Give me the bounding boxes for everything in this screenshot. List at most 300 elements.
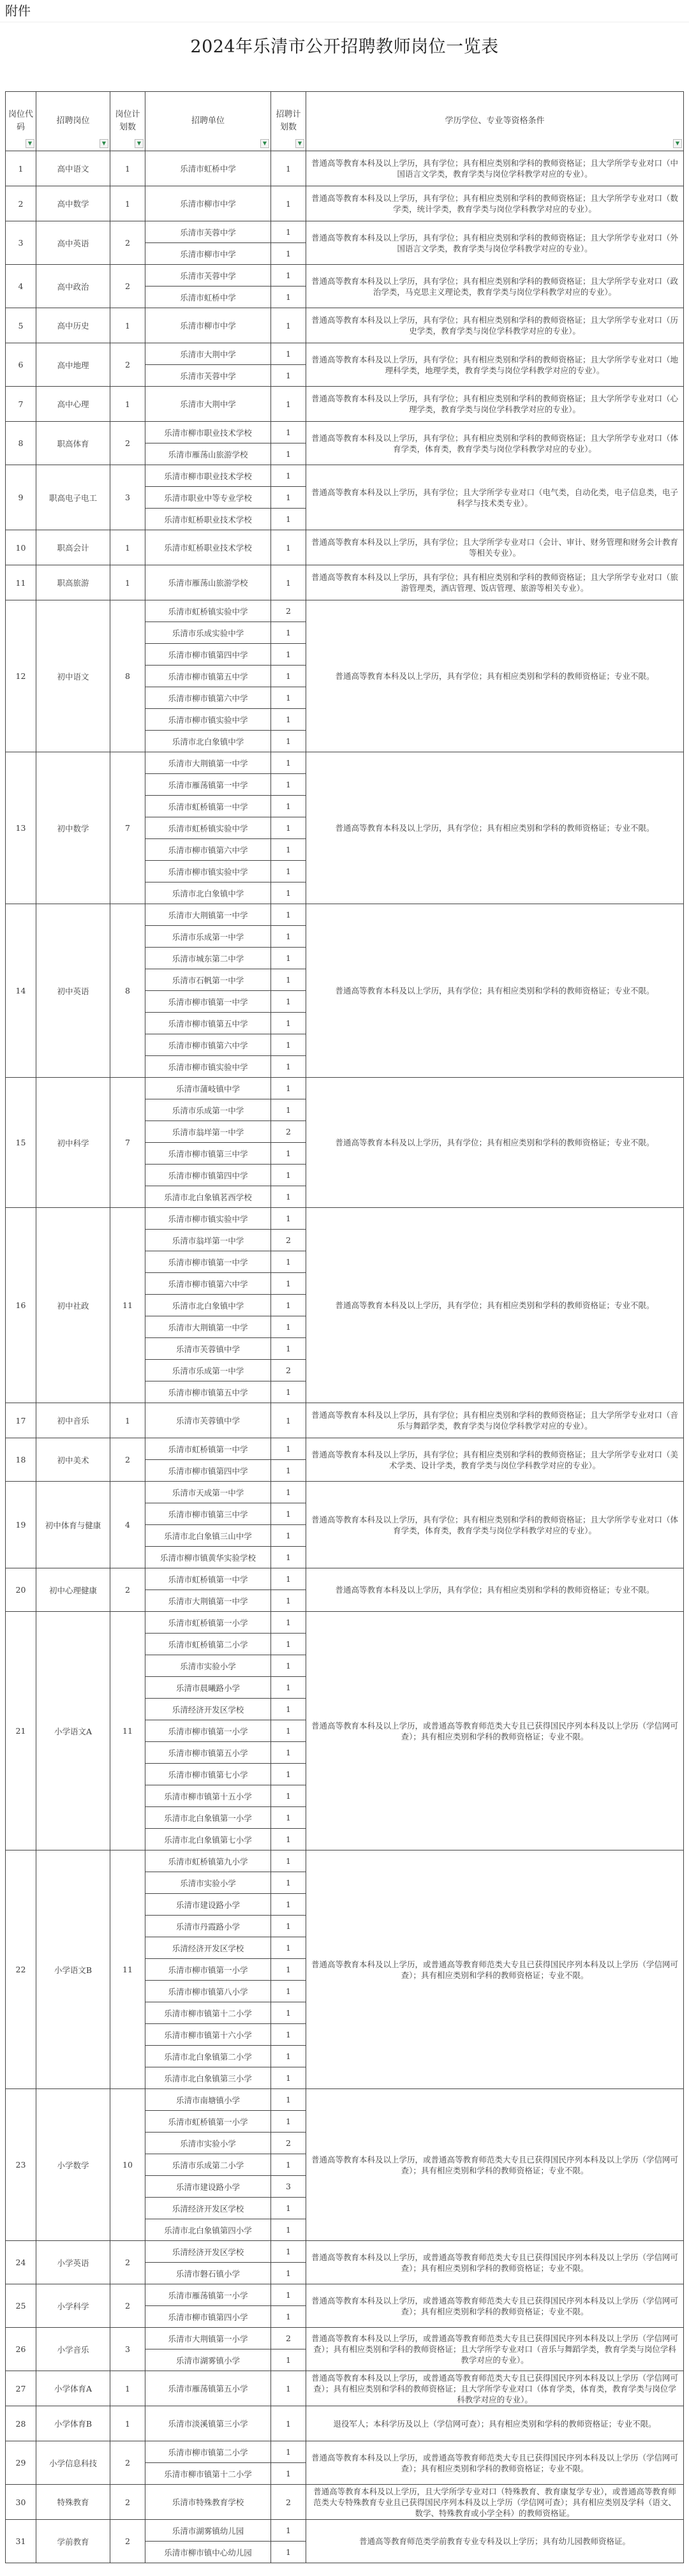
position-plan-count: 2 (110, 221, 145, 265)
table-row (6, 2284, 684, 2306)
position-name: 初中社政 (36, 1208, 110, 1403)
position-name: 小学音乐 (36, 2328, 110, 2371)
unit-plan-count: 3 (271, 2176, 306, 2198)
unit-plan-count: 1 (271, 1525, 306, 1547)
table-row (6, 2241, 684, 2263)
unit-plan-count: 1 (271, 2349, 306, 2371)
unit-plan-count: 1 (271, 465, 306, 487)
position-plan-count: 2 (110, 1568, 145, 1612)
position-code: 20 (6, 1568, 36, 1612)
position-plan-count: 1 (110, 530, 145, 565)
recruiting-unit: 乐清市芙蓉中学 (145, 221, 271, 243)
recruiting-unit: 乐清市大荆镇第一中学 (145, 752, 271, 774)
recruiting-unit: 乐清市柳市镇第四中学 (145, 1460, 271, 1482)
table-row (6, 2328, 684, 2349)
position-name: 高中数学 (36, 186, 110, 221)
recruiting-unit: 乐清市雁荡镇第一中学 (145, 774, 271, 796)
table-row (6, 1482, 684, 1503)
unit-plan-count: 1 (271, 1078, 306, 1099)
qualification-requirements: 普通高等教育本科及以上学历，或普通高等教育师范类大专且已获得国民序列本科及以上学历（学信网可查）；具有相应类别和学科的教师资格证；专业不限。 (306, 1850, 684, 2089)
recruiting-unit: 乐清市柳市镇中心幼儿园 (145, 2542, 271, 2563)
position-code: 31 (6, 2520, 36, 2563)
unit-plan-count: 2 (271, 1121, 306, 1143)
spacer-row (0, 67, 689, 91)
unit-plan-count: 1 (271, 2089, 306, 2111)
qualification-requirements: 普通高等教育本科及以上学历，具有学位；具有相应类别和学科的教师资格证；且大学所学专业对口（中国语言文学类，教育学类与岗位学科教学对应的专业）。 (306, 151, 684, 186)
position-name: 初中体育与健康 (36, 1482, 110, 1568)
recruiting-unit: 乐清市柳市镇第五中学 (145, 1381, 271, 1403)
recruiting-unit: 乐清市柳市镇第十五小学 (145, 1785, 271, 1807)
table-row (6, 343, 684, 365)
position-name: 高中历史 (36, 308, 110, 343)
qualification-requirements: 普通高等教育本科及以上学历，或普通高等教育师范类大专且已获得国民序列本科及以上学历（学信网可查）；具有相应类别和学科的教师资格证；且大学所学专业对口（体育学类，体育类，教育学类与岗位学科教学对应的专业）。 (306, 2371, 684, 2406)
position-plan-count: 1 (110, 387, 145, 422)
unit-plan-count: 1 (271, 1590, 306, 1612)
recruiting-unit: 乐清市雁荡镇第一小学 (145, 2284, 271, 2306)
table-row (6, 387, 684, 422)
recruiting-unit: 乐清市丹霞路小学 (145, 1916, 271, 1937)
position-name: 小学英语 (36, 2241, 110, 2284)
position-plan-count: 2 (110, 2441, 145, 2485)
column-header-unit[interactable]: 招聘单位 ▼ (145, 92, 271, 151)
unit-plan-count: 1 (271, 2241, 306, 2263)
position-name: 职高体育 (36, 422, 110, 465)
recruiting-unit: 乐清市城东第二中学 (145, 948, 271, 969)
position-plan-count: 2 (110, 2485, 145, 2520)
table-row (6, 1612, 684, 1634)
unit-plan-count: 1 (271, 666, 306, 687)
recruiting-unit: 乐清市翁垟第一中学 (145, 1230, 271, 1251)
recruiting-unit: 乐清市虹桥镇第一中学 (145, 796, 271, 817)
recruiting-unit: 乐清市柳市镇第十六小学 (145, 2024, 271, 2046)
unit-plan-count: 1 (271, 509, 306, 530)
qualification-requirements: 普通高等教育本科及以上学历，或普通高等教育师范类大专且已获得国民序列本科及以上学历（学信网可查）；具有相应类别和学科的教师资格证；专业不限。 (306, 2089, 684, 2241)
qualification-requirements: 退役军人；本科学历及以上（学信网可查）；具有相应类别和学科的教师资格证；专业不限。 (306, 2406, 684, 2441)
unit-plan-count: 1 (271, 1612, 306, 1634)
table-row (6, 565, 684, 600)
recruiting-unit: 乐清市建设路小学 (145, 2176, 271, 2198)
unit-plan-count: 1 (271, 2406, 306, 2441)
recruiting-unit: 乐清市柳市镇第二小学 (145, 2441, 271, 2463)
unit-plan-count: 1 (271, 2441, 306, 2463)
recruiting-unit: 乐清市柳市镇黄华实验学校 (145, 1547, 271, 1568)
recruiting-unit: 乐清市大荆中学 (145, 387, 271, 422)
unit-plan-count: 1 (271, 1807, 306, 1829)
position-plan-count: 1 (110, 2371, 145, 2406)
position-name: 小学科学 (36, 2284, 110, 2328)
qualification-requirements: 普通高等教育本科及以上学历，具有学位；具有相应类别和学科的教师资格证；专业不限。 (306, 1568, 684, 1612)
unit-plan-count: 1 (271, 308, 306, 343)
unit-plan-count: 1 (271, 2263, 306, 2284)
table-row (6, 1078, 684, 1099)
position-code: 15 (6, 1078, 36, 1208)
unit-plan-count: 2 (271, 2485, 306, 2520)
qualification-requirements: 普通高等教育本科及以上学历，具有学位；具有相应类别和学科的教师资格证；专业不限。 (306, 1078, 684, 1208)
position-code: 12 (6, 600, 36, 752)
column-header-post[interactable]: 招聘岗位 ▼ (36, 92, 110, 151)
unit-plan-count: 1 (271, 2024, 306, 2046)
unit-plan-count: 1 (271, 265, 306, 287)
recruiting-unit: 乐清市虹桥镇第一中学 (145, 1568, 271, 1590)
position-plan-count: 2 (110, 1438, 145, 1482)
unit-plan-count: 1 (271, 861, 306, 882)
position-plan-count: 2 (110, 265, 145, 308)
recruiting-unit: 乐清市虹桥镇第二小学 (145, 1634, 271, 1655)
position-code: 18 (6, 1438, 36, 1482)
recruiting-unit: 乐清市柳市镇第三中学 (145, 1503, 271, 1525)
recruiting-unit: 乐清市乐成第一中学 (145, 926, 271, 948)
recruiting-unit: 乐清市芙蓉中学 (145, 265, 271, 287)
position-plan-count: 7 (110, 1078, 145, 1208)
position-plan-count: 2 (110, 343, 145, 387)
recruiting-unit: 乐清市芙蓉镇中学 (145, 1338, 271, 1360)
recruiting-unit: 乐清市雁荡镇第五小学 (145, 2371, 271, 2406)
column-header-unit-plan[interactable]: 招聘计划数 ▼ (271, 92, 306, 151)
unit-plan-count: 1 (271, 644, 306, 666)
qualification-requirements: 普通高等教育本科及以上学历，具有学位；且大学所学专业对口（电气类，自动化类，电子信息类，电子科学与技术类专业）。 (306, 465, 684, 530)
unit-plan-count: 1 (271, 752, 306, 774)
recruiting-unit: 乐清市柳市镇第四中学 (145, 1165, 271, 1186)
position-name: 初中美术 (36, 1438, 110, 1482)
position-name: 高中政治 (36, 265, 110, 308)
table-row (6, 221, 684, 243)
table-row (6, 1403, 684, 1438)
position-name: 职高电子电工 (36, 465, 110, 530)
recruiting-unit: 乐清市柳市镇第五小学 (145, 1742, 271, 1764)
unit-plan-count: 1 (271, 2154, 306, 2176)
unit-plan-count: 1 (271, 904, 306, 926)
unit-plan-count: 1 (271, 1785, 306, 1807)
unit-plan-count: 1 (271, 1013, 306, 1034)
recruiting-unit: 乐清市乐成第一中学 (145, 1099, 271, 1121)
unit-plan-count: 1 (271, 1273, 306, 1295)
unit-plan-count: 1 (271, 687, 306, 709)
unit-plan-count: 1 (271, 487, 306, 509)
recruiting-unit: 乐清市柳市镇第七小学 (145, 1764, 271, 1785)
recruiting-unit: 乐清市特殊教育学校 (145, 2485, 271, 2520)
recruiting-unit: 乐清市北白象镇第二小学 (145, 2046, 271, 2067)
position-plan-count: 2 (110, 422, 145, 465)
table-row (6, 1208, 684, 1230)
position-code: 6 (6, 343, 36, 387)
position-name: 初中英语 (36, 904, 110, 1078)
unit-plan-count: 1 (271, 1981, 306, 2002)
table-row (6, 2089, 684, 2111)
unit-plan-count: 1 (271, 1295, 306, 1316)
qualification-requirements: 普通高等教育本科及以上学历，且大学所学专业对口（特殊教育、教育康复学专业），或普通高等教育师范类大专特殊教育专业且已获得国民序列本科及以上学历（学信网可查）；具有相应类别及学科（语文、数学、特殊教育或小学全科）的教师资格证。 (306, 2485, 684, 2520)
position-plan-count: 3 (110, 465, 145, 530)
table-row (6, 1438, 684, 1460)
unit-plan-count: 1 (271, 186, 306, 221)
table-body (6, 151, 684, 2563)
unit-plan-count: 1 (271, 1381, 306, 1403)
position-name: 高中心理 (36, 387, 110, 422)
recruiting-unit: 乐清市北白象镇第一小学 (145, 1807, 271, 1829)
position-code: 3 (6, 221, 36, 265)
qualification-requirements: 普通高等教育本科及以上学历，具有学位；具有相应类别和学科的教师资格证；且大学所学专业对口（政治学类，马克思主义理论类，教育学类与岗位学科教学对应的专业）。 (306, 265, 684, 308)
unit-plan-count: 2 (271, 2133, 306, 2154)
position-code: 11 (6, 565, 36, 600)
unit-plan-count: 1 (271, 1034, 306, 1056)
unit-plan-count: 2 (271, 2328, 306, 2349)
recruiting-unit: 乐清市柳市职业技术学校 (145, 465, 271, 487)
unit-plan-count: 1 (271, 1764, 306, 1785)
recruiting-unit: 乐清市柳市中学 (145, 308, 271, 343)
table-row (6, 2520, 684, 2542)
recruiting-unit: 乐清市蒲岐镇中学 (145, 1078, 271, 1099)
unit-plan-count: 1 (271, 882, 306, 904)
bottom-margin (0, 2563, 689, 2576)
recruiting-unit: 乐清市柳市镇第十二小学 (145, 2463, 271, 2485)
column-header-post-plan[interactable]: 岗位计划数 ▼ (110, 92, 145, 151)
unit-plan-count: 1 (271, 991, 306, 1013)
qualification-requirements: 普通高等教育本科及以上学历，具有学位；具有相应类别和学科的教师资格证；且大学所学专业对口（地理科学类，地理学类，教育学类与岗位学科教学对应的专业）。 (306, 343, 684, 387)
table-row (6, 2441, 684, 2463)
recruiting-unit: 乐清市柳市镇第六中学 (145, 1034, 271, 1056)
recruiting-unit: 乐清市虹桥中学 (145, 151, 271, 186)
recruiting-unit: 乐清市柳市镇第八小学 (145, 1981, 271, 2002)
qualification-requirements: 普通高等教育本科及以上学历，具有学位；具有相应类别和学科的教师资格证；且大学所学专业对口（数学类，统计学类，教育学类与岗位学科教学对应的专业）。 (306, 186, 684, 221)
position-name: 小学体育B (36, 2406, 110, 2441)
position-name: 初中语文 (36, 600, 110, 752)
qualification-requirements: 普通高等教育本科及以上学历，或普通高等教育师范类大专且已获得国民序列本科及以上学历（学信网可查）；具有相应类别和学科的教师资格证；且大学所学专业对口（音乐与舞蹈学类，教育学类与岗位学科教学对应的专业）。 (306, 2328, 684, 2371)
table-row (6, 1568, 684, 1590)
unit-plan-count: 1 (271, 1829, 306, 1850)
recruiting-unit: 乐清市柳市镇第六中学 (145, 1273, 271, 1295)
recruiting-unit: 乐清市大荆镇第一小学 (145, 2328, 271, 2349)
recruiting-unit: 乐清市柳市镇第一小学 (145, 1720, 271, 1742)
position-code: 14 (6, 904, 36, 1078)
unit-plan-count: 1 (271, 1916, 306, 1937)
table-row (6, 530, 684, 565)
unit-plan-count: 1 (271, 1316, 306, 1338)
recruiting-unit: 乐清市湖雾镇幼儿园 (145, 2520, 271, 2542)
recruiting-unit: 乐清市大荆镇第一中学 (145, 1316, 271, 1338)
position-plan-count: 11 (110, 1612, 145, 1850)
position-name: 高中语文 (36, 151, 110, 186)
qualification-requirements: 普通高等教育本科及以上学历，具有学位；具有相应类别和学科的教师资格证；且大学所学专业对口（音乐与舞蹈学类，教育学类与岗位学科教学对应的专业）。 (306, 1403, 684, 1438)
unit-plan-count: 1 (271, 1208, 306, 1230)
position-plan-count: 3 (110, 2328, 145, 2371)
recruiting-unit: 乐清市建设路小学 (145, 1894, 271, 1916)
table-row (6, 265, 684, 287)
filter-dropdown-icon[interactable]: ▼ (26, 139, 34, 148)
recruiting-unit: 乐清经济开发区学校 (145, 1699, 271, 1720)
unit-plan-count: 1 (271, 1165, 306, 1186)
column-header-requirements[interactable]: 学历学位、专业等资格条件 ▼ (306, 92, 684, 151)
position-plan-count: 11 (110, 1208, 145, 1403)
position-code: 9 (6, 465, 36, 530)
page-title: 2024年乐清市公开招聘教师岗位一览表 (190, 36, 499, 57)
filter-dropdown-icon[interactable]: ▼ (295, 139, 304, 148)
unit-plan-count: 1 (271, 1937, 306, 1959)
table-row (6, 422, 684, 443)
unit-plan-count: 1 (271, 1655, 306, 1677)
recruiting-unit: 乐清市北白象镇中学 (145, 731, 271, 752)
position-plan-count: 2 (110, 2520, 145, 2563)
position-name: 学前教育 (36, 2520, 110, 2563)
qualification-requirements: 普通高等教育本科及以上学历，或普通高等教育师范类大专且已获得国民序列本科及以上学历（学信网可查）；具有相应类别和学科的教师资格证；专业不限。 (306, 2441, 684, 2485)
position-code: 24 (6, 2241, 36, 2284)
filter-dropdown-icon[interactable]: ▼ (100, 139, 108, 148)
unit-plan-count: 1 (271, 443, 306, 465)
recruiting-unit: 乐清市石帆第一中学 (145, 969, 271, 991)
recruiting-unit: 乐清市虹桥职业技术学校 (145, 530, 271, 565)
unit-plan-count: 1 (271, 1056, 306, 1078)
position-name: 职高旅游 (36, 565, 110, 600)
unit-plan-count: 1 (271, 2306, 306, 2328)
recruiting-unit: 乐清市柳市镇第一小学 (145, 1959, 271, 1981)
qualification-requirements: 普通高等教育本科及以上学历，具有学位；具有相应类别和学科的教师资格证；且大学所学专业对口（外国语言文学类，教育学类与岗位学科教学对应的专业）。 (306, 221, 684, 265)
filter-dropdown-icon[interactable]: ▼ (673, 139, 682, 148)
table-row (6, 308, 684, 343)
unit-plan-count: 1 (271, 2002, 306, 2024)
recruiting-unit: 乐清市职业中等专业学校 (145, 487, 271, 509)
unit-plan-count: 1 (271, 243, 306, 265)
qualification-requirements: 普通高等教育师范类学前教育专业专科及以上学历；具有幼儿园教师资格证。 (306, 2520, 684, 2563)
position-plan-count: 10 (110, 2089, 145, 2241)
recruiting-unit: 乐清市乐成实验中学 (145, 622, 271, 644)
attachment-label: 附件 (0, 0, 689, 22)
unit-plan-count: 1 (271, 2219, 306, 2241)
position-name: 高中地理 (36, 343, 110, 387)
position-plan-count: 1 (110, 308, 145, 343)
unit-plan-count: 1 (271, 530, 306, 565)
table-row (6, 600, 684, 622)
position-plan-count: 1 (110, 565, 145, 600)
table-row (6, 1850, 684, 1872)
recruiting-unit: 乐清市虹桥镇第九小学 (145, 1850, 271, 1872)
recruiting-unit: 乐清市北白象镇第七小学 (145, 1829, 271, 1850)
position-code: 19 (6, 1482, 36, 1568)
table-row (6, 904, 684, 926)
unit-plan-count: 1 (271, 1099, 306, 1121)
position-code: 4 (6, 265, 36, 308)
unit-plan-count: 2 (271, 1230, 306, 1251)
table-row (6, 151, 684, 186)
unit-plan-count: 2 (271, 1360, 306, 1381)
qualification-requirements: 普通高等教育本科及以上学历，具有学位；具有相应类别和学科的教师资格证；专业不限。 (306, 904, 684, 1078)
position-name: 小学信息科技 (36, 2441, 110, 2485)
filter-dropdown-icon[interactable]: ▼ (260, 139, 269, 148)
recruiting-unit: 乐清市乐成第一中学 (145, 1360, 271, 1381)
recruiting-unit: 乐清市柳市中学 (145, 243, 271, 265)
unit-plan-count: 1 (271, 1959, 306, 1981)
recruiting-unit: 乐清市柳市镇实验中学 (145, 709, 271, 731)
unit-plan-count: 1 (271, 1251, 306, 1273)
position-code: 2 (6, 186, 36, 221)
recruiting-unit: 乐清市实验小学 (145, 1872, 271, 1894)
recruiting-unit: 乐清市柳市镇第四中学 (145, 644, 271, 666)
recruiting-unit: 乐清市柳市镇实验中学 (145, 1056, 271, 1078)
recruiting-unit: 乐清市南塘镇小学 (145, 2089, 271, 2111)
unit-plan-count: 1 (271, 1742, 306, 1764)
table-row (6, 2406, 684, 2441)
recruiting-unit: 乐清市实验小学 (145, 1655, 271, 1677)
recruiting-unit: 乐清市北白象镇第三小学 (145, 2067, 271, 2089)
unit-plan-count: 1 (271, 2463, 306, 2485)
position-name: 特殊教育 (36, 2485, 110, 2520)
position-plan-count: 1 (110, 186, 145, 221)
recruiting-unit: 乐清市柳市镇第五中学 (145, 666, 271, 687)
recruiting-unit: 乐清市淡溪镇第三小学 (145, 2406, 271, 2441)
qualification-requirements: 普通高等教育本科及以上学历，具有学位；具有相应类别和学科的教师资格证；且大学所学专业对口（历史学类，教育学类与岗位学科教学对应的专业）。 (306, 308, 684, 343)
unit-plan-count: 1 (271, 2520, 306, 2542)
unit-plan-count: 1 (271, 1720, 306, 1742)
qualification-requirements: 普通高等教育本科及以上学历，具有学位；具有相应类别和学科的教师资格证；专业不限。 (306, 1208, 684, 1403)
unit-plan-count: 1 (271, 1438, 306, 1460)
table-row (6, 465, 684, 487)
unit-plan-count: 1 (271, 2067, 306, 2089)
qualification-requirements: 普通高等教育本科及以上学历，具有学位；具有相应类别和学科的教师资格证；且大学所学专业对口（旅游管理类，酒店管理、饭店管理、旅游等相关专业）。 (306, 565, 684, 600)
position-code: 7 (6, 387, 36, 422)
unit-plan-count: 1 (271, 969, 306, 991)
position-code: 26 (6, 2328, 36, 2371)
recruiting-unit: 乐清市虹桥镇第一小学 (145, 2111, 271, 2133)
position-name: 小学体育A (36, 2371, 110, 2406)
position-code: 27 (6, 2371, 36, 2406)
recruiting-unit: 乐清市晨曦路小学 (145, 1677, 271, 1699)
recruiting-unit: 乐清市柳市镇第五中学 (145, 1013, 271, 1034)
unit-plan-count: 1 (271, 1634, 306, 1655)
unit-plan-count: 1 (271, 709, 306, 731)
position-code: 23 (6, 2089, 36, 2241)
qualification-requirements: 普通高等教育本科及以上学历，具有学位；具有相应类别和学科的教师资格证；专业不限。 (306, 752, 684, 904)
position-code: 8 (6, 422, 36, 465)
recruiting-unit: 乐清市雁荡山旅游学校 (145, 565, 271, 600)
unit-plan-count: 1 (271, 1403, 306, 1438)
recruiting-unit: 乐清市虹桥镇实验中学 (145, 600, 271, 622)
recruiting-unit: 乐清市柳市镇第三中学 (145, 1143, 271, 1165)
recruiting-unit: 乐清市北白象镇中学 (145, 882, 271, 904)
recruiting-unit: 乐清市湖雾镇小学 (145, 2349, 271, 2371)
unit-plan-count: 1 (271, 1850, 306, 1872)
qualification-requirements: 普通高等教育本科及以上学历，具有学位；具有相应类别和学科的教师资格证；且大学所学专业对口（体育学类，体育类，教育学类与岗位学科教学对应的专业）。 (306, 1482, 684, 1568)
position-code: 21 (6, 1612, 36, 1850)
unit-plan-count: 1 (271, 1872, 306, 1894)
unit-plan-count: 1 (271, 774, 306, 796)
position-name: 小学数学 (36, 2089, 110, 2241)
qualification-requirements: 普通高等教育本科及以上学历，具有学位；具有相应类别和学科的教师资格证；且大学所学专业对口（体育学类，体育类，教育学类与岗位学科教学对应的专业）。 (306, 422, 684, 465)
qualification-requirements: 普通高等教育本科及以上学历，具有学位；具有相应类别和学科的教师资格证；且大学所学专业对口（美术学类、设计学类，教育学类与岗位学科教学对应的专业）。 (306, 1438, 684, 1482)
qualification-requirements: 普通高等教育本科及以上学历，具有学位；具有相应类别和学科的教师资格证；且大学所学专业对口（心理学类，教育学类与岗位学科教学对应的专业）。 (306, 387, 684, 422)
recruiting-unit: 乐清经济开发区学校 (145, 2198, 271, 2219)
position-code: 29 (6, 2441, 36, 2485)
qualification-requirements: 普通高等教育本科及以上学历，或普通高等教育师范类大专且已获得国民序列本科及以上学历（学信网可查）；具有相应类别和学科的教师资格证；专业不限。 (306, 2284, 684, 2328)
recruiting-unit: 乐清市大荆镇第一中学 (145, 904, 271, 926)
unit-plan-count: 1 (271, 365, 306, 387)
position-plan-count: 4 (110, 1482, 145, 1568)
unit-plan-count: 1 (271, 731, 306, 752)
unit-plan-count: 1 (271, 343, 306, 365)
unit-plan-count: 1 (271, 387, 306, 422)
recruiting-unit: 乐清市翁垟第一中学 (145, 1121, 271, 1143)
recruiting-unit: 乐清市北白象镇三山中学 (145, 1525, 271, 1547)
position-plan-count: 8 (110, 600, 145, 752)
column-header-code[interactable]: 岗位代码 ▼ (6, 92, 36, 151)
recruiting-unit: 乐清市柳市镇第一中学 (145, 991, 271, 1013)
unit-plan-count: 1 (271, 948, 306, 969)
qualification-requirements: 普通高等教育本科及以上学历，或普通高等教育师范类大专且已获得国民序列本科及以上学历（学信网可查）；具有相应类别和学科的教师资格证；专业不限。 (306, 1612, 684, 1850)
unit-plan-count: 1 (271, 1186, 306, 1208)
unit-plan-count: 1 (271, 221, 306, 243)
recruiting-unit: 乐清市柳市镇第一中学 (145, 1251, 271, 1273)
recruiting-unit: 乐清经济开发区学校 (145, 2241, 271, 2263)
filter-dropdown-icon[interactable]: ▼ (135, 139, 144, 148)
position-name: 初中数学 (36, 752, 110, 904)
recruiting-unit: 乐清经济开发区学校 (145, 1937, 271, 1959)
table-row (6, 2485, 684, 2520)
